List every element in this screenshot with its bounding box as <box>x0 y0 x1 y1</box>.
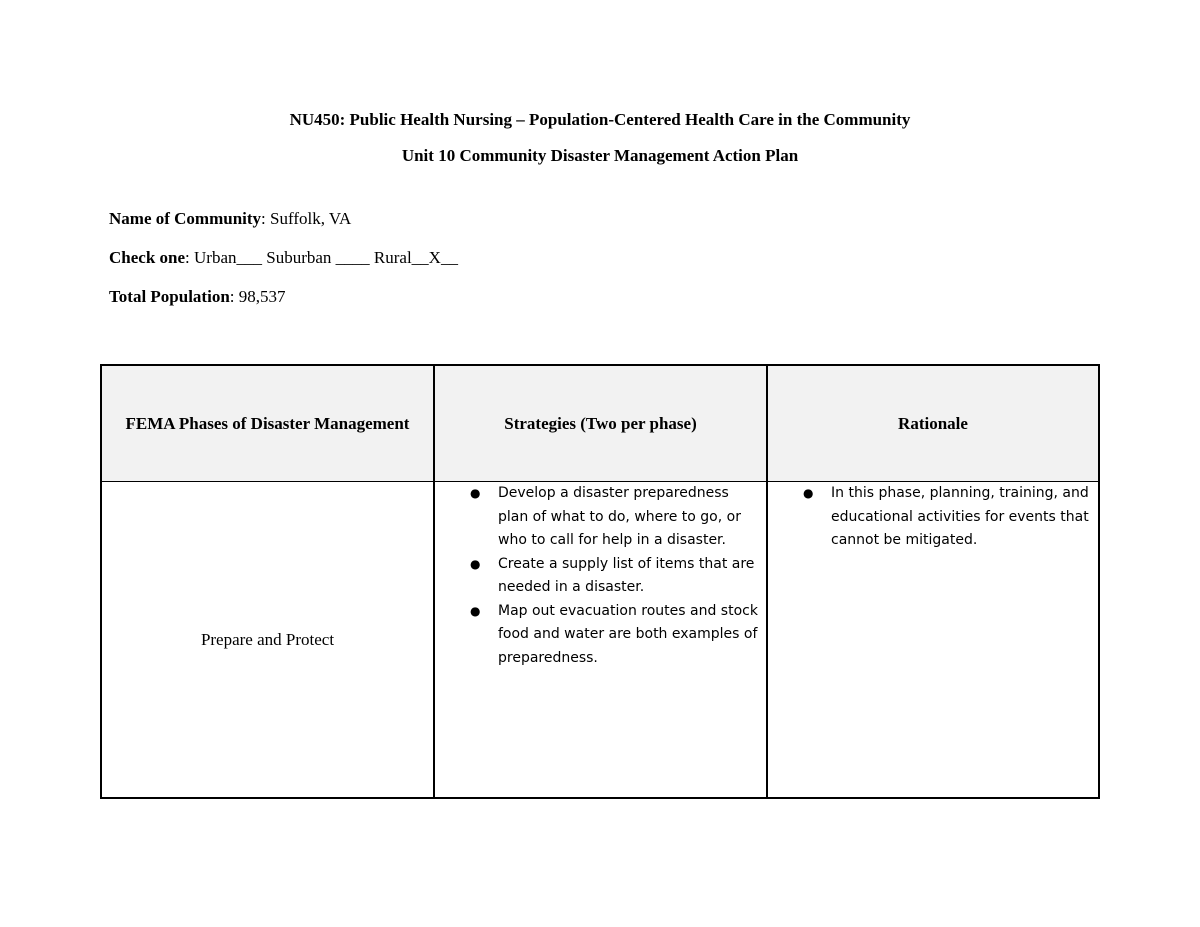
bullet-dot-icon: ● <box>470 556 481 571</box>
document-subtitle: Unit 10 Community Disaster Management Action Plan <box>401 146 799 165</box>
header-strategies: Strategies (Two per phase) <box>504 413 697 433</box>
rationale-text: In this phase, planning, training, and educational activities for events that cannot be mitigated. <box>831 485 1089 548</box>
total-population-value: : 98,537 <box>229 287 286 306</box>
header-fema-phases: FEMA Phases of Disaster Management <box>125 413 410 433</box>
column-divider <box>433 366 435 797</box>
total-population-label: Total Population <box>109 287 230 306</box>
list-item <box>799 482 1089 553</box>
list-item <box>466 482 762 553</box>
strategy-text: Create a supply list of items that are needed in a disaster. <box>498 555 755 595</box>
community-type-label: Check one <box>109 248 186 267</box>
bullet-dot-icon: ● <box>470 486 481 500</box>
strategy-text: Develop a disaster preparedness plan of what to do, where to go, or who to call for help in a disaster. <box>498 485 741 548</box>
column-divider <box>766 366 768 797</box>
rationale-list <box>799 482 1089 553</box>
community-name-value: : Suffolk, VA <box>261 209 352 228</box>
community-name-label: Name of Community <box>109 209 262 228</box>
bullet-dot-icon: ● <box>470 603 481 618</box>
list-item <box>466 600 762 671</box>
header-rationale: Rationale <box>898 413 968 433</box>
bullet-dot-icon: ● <box>803 486 814 500</box>
document-title: NU450: Public Health Nursing – Population-Centered Health Care in the Community <box>289 110 911 129</box>
total-population-field <box>109 287 286 307</box>
community-name-field <box>109 209 351 229</box>
list-item <box>466 553 762 600</box>
disaster-plan-table <box>100 364 1100 799</box>
phase-cell: Prepare and Protect <box>200 629 335 649</box>
strategies-list <box>466 482 762 670</box>
rationale-cell <box>799 482 1089 553</box>
community-type-value: : Urban___ Suburban ____ Rural__X__ <box>185 248 458 267</box>
table-header-row <box>102 366 1098 482</box>
strategies-cell <box>466 482 762 670</box>
community-type-field <box>109 248 458 268</box>
strategy-text: Map out evacuation routes and stock food and water are both examples of preparedness. <box>498 602 758 666</box>
